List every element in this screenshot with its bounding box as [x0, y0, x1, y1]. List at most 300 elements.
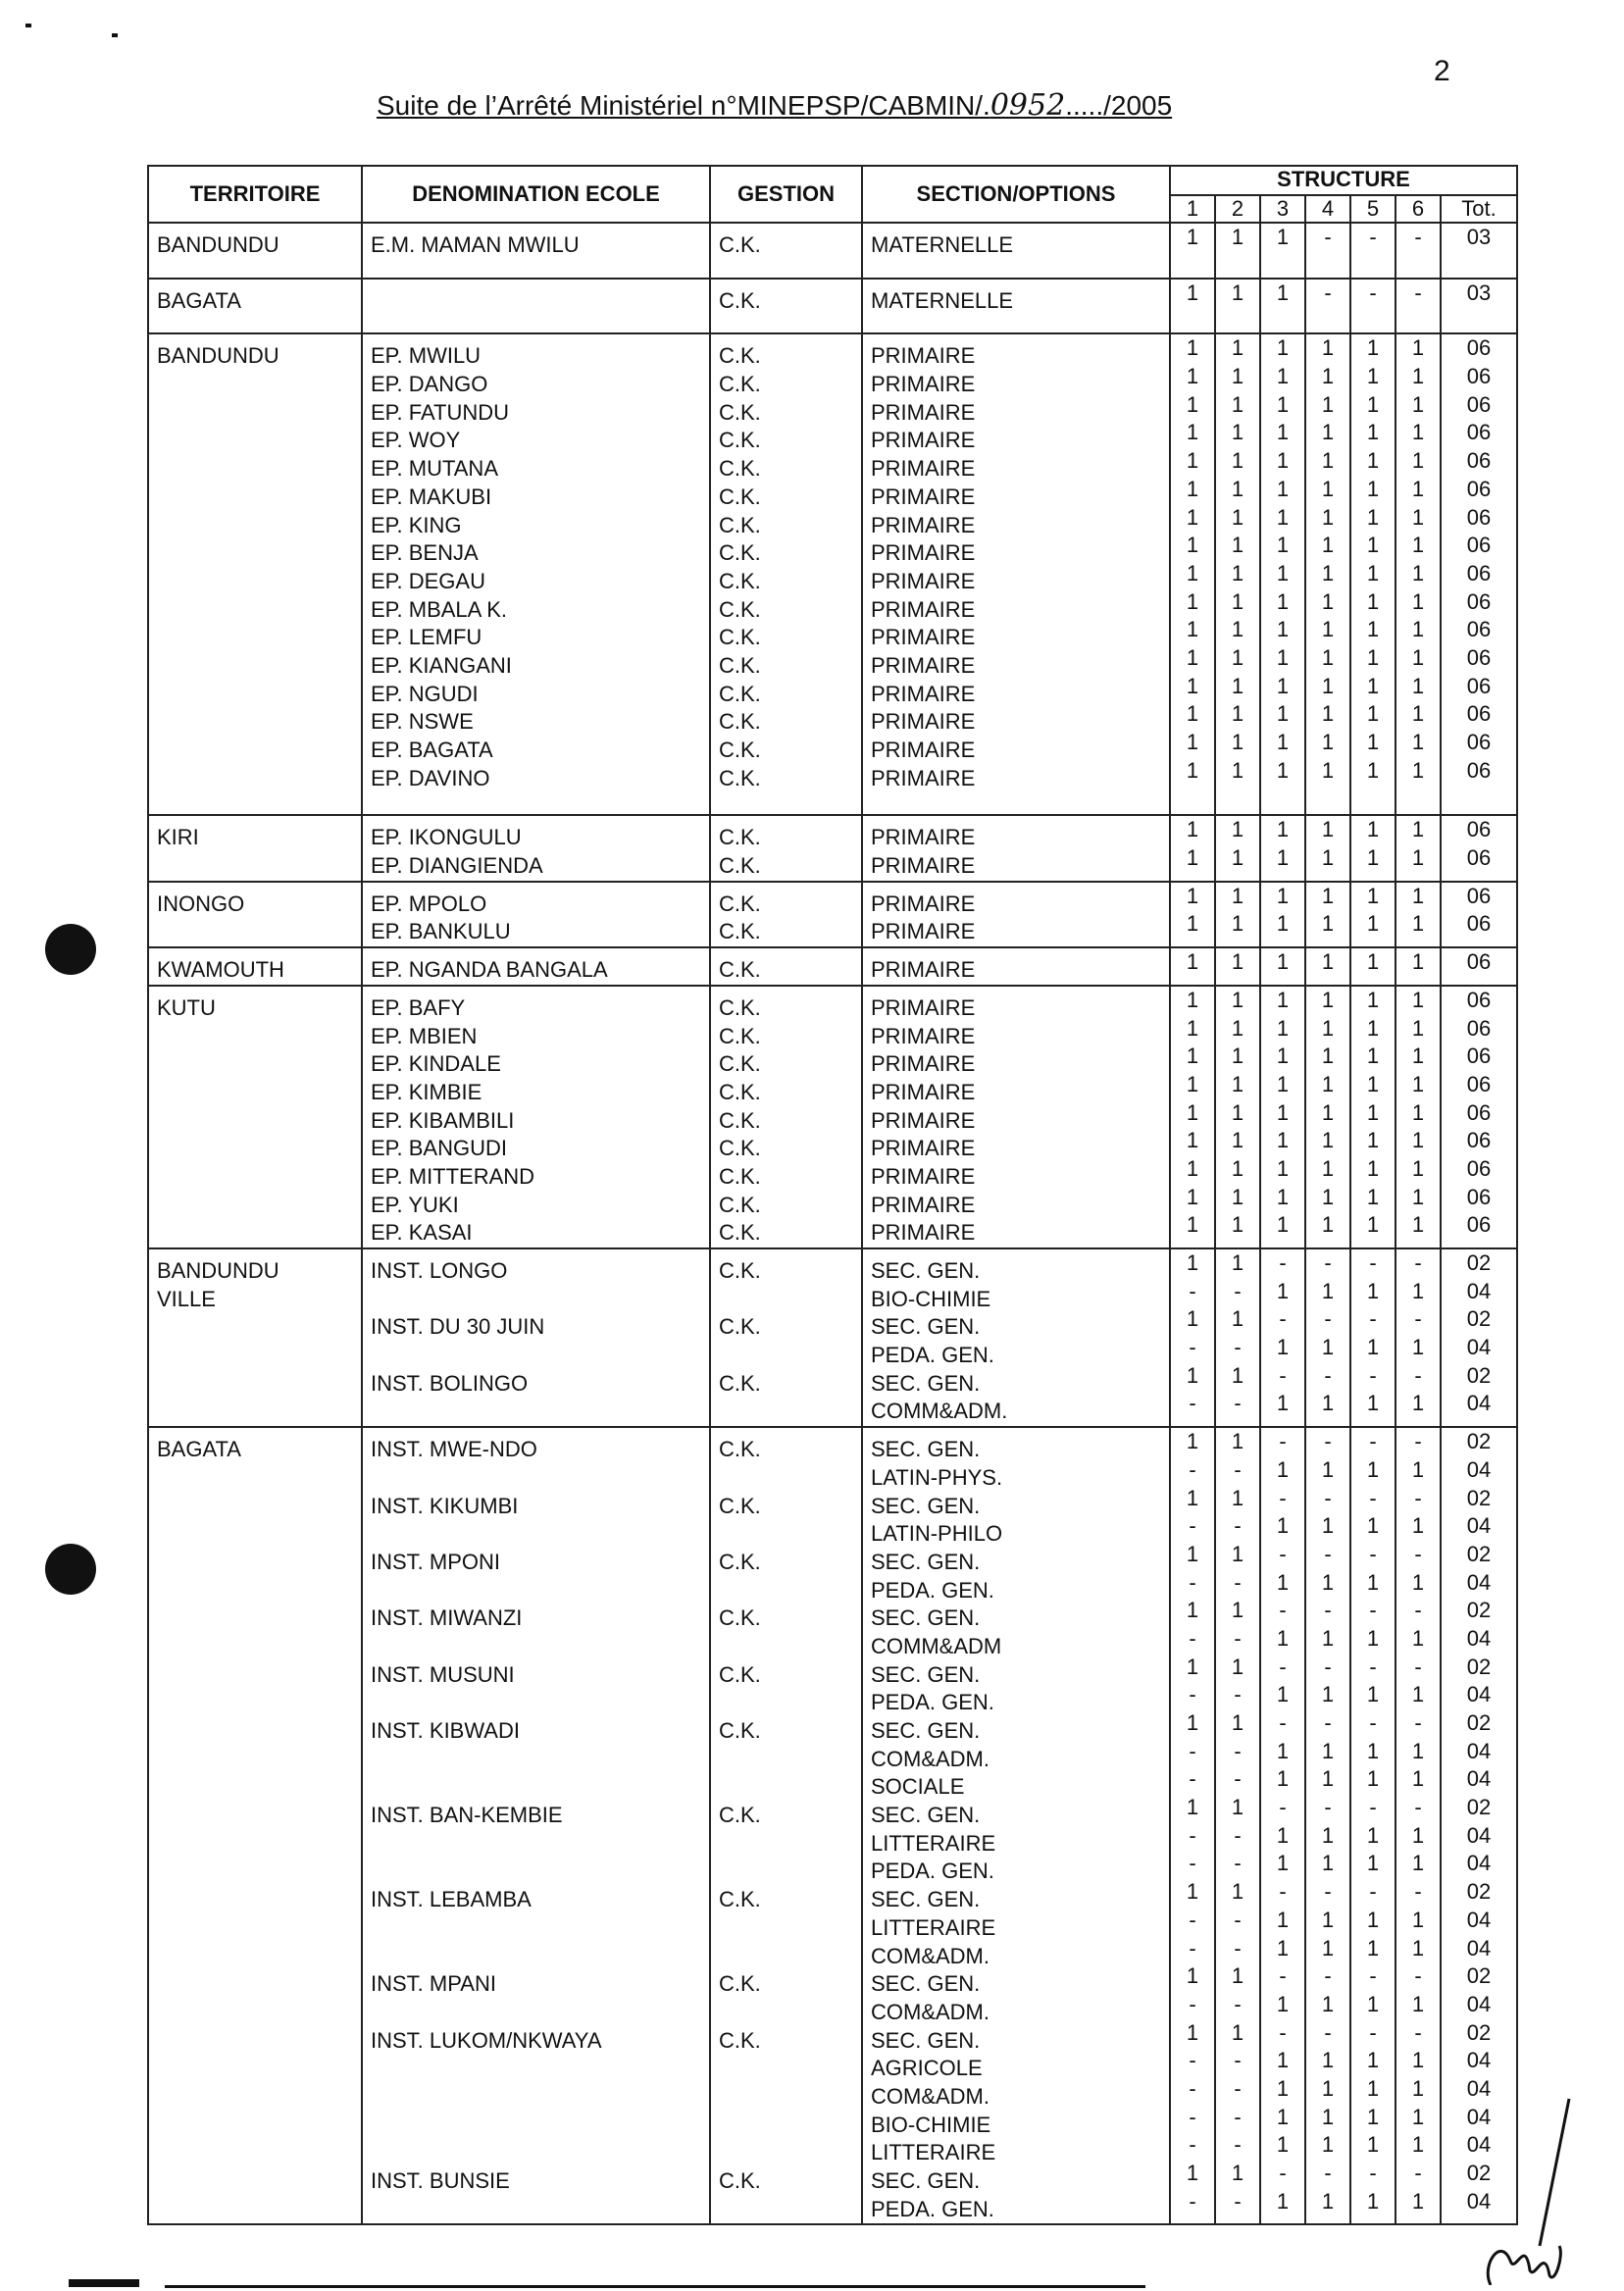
school-name: E.M. MAMAN MWILU	[371, 232, 580, 257]
structure-value: 1	[1276, 560, 1290, 585]
structure-value: -	[1414, 1710, 1422, 1735]
structure-value: 1	[1186, 1362, 1199, 1388]
structure-cell	[1170, 333, 1215, 815]
section-option: COM&ADM.	[871, 1746, 990, 1771]
structure-cell	[1260, 947, 1305, 986]
school-gestion: C.K.	[719, 1437, 761, 1462]
structure-value: 1	[1276, 2132, 1290, 2158]
structure-value: 1	[1276, 364, 1290, 389]
section-option: PRIMAIRE	[871, 1079, 976, 1104]
section-option: PRIMAIRE	[871, 596, 976, 622]
structure-value: 1	[1321, 1184, 1335, 1209]
structure-value: 1	[1276, 817, 1290, 842]
structure-value: 1	[1231, 2019, 1244, 2045]
structure-value: -	[1189, 1682, 1196, 1707]
table-row-group	[148, 815, 1517, 881]
structure-value: 1	[1186, 911, 1199, 937]
structure-value: 1	[1276, 1851, 1290, 1876]
school-name: EP. MBIEN	[371, 1023, 478, 1048]
structure-value: 1	[1276, 588, 1290, 614]
school-gestion: C.K.	[719, 1136, 761, 1161]
structure-value: -	[1234, 1738, 1242, 1763]
total-value: 06	[1466, 476, 1492, 501]
structure-cell	[1350, 815, 1396, 881]
structure-value: 1	[1231, 1306, 1244, 1332]
structure-value: -	[1189, 2132, 1196, 2158]
table-row-group	[148, 947, 1517, 986]
structure-value: 1	[1411, 1015, 1425, 1041]
structure-cell	[1170, 986, 1215, 1248]
structure-value: 1	[1366, 364, 1380, 389]
section-option: PEDA. GEN.	[871, 1343, 994, 1368]
structure-value: 1	[1411, 617, 1425, 642]
structure-value: -	[1234, 1822, 1242, 1848]
section-option: PEDA. GEN.	[871, 2196, 994, 2221]
total-value: 04	[1466, 1513, 1492, 1539]
structure-value: 1	[1186, 2161, 1199, 2185]
school-name: EP. KASAI	[371, 1220, 473, 1246]
structure-value: 1	[1411, 2048, 1425, 2073]
denomination-cell	[362, 986, 710, 1248]
structure-value: 1	[1321, 1155, 1335, 1181]
structure-value: 1	[1231, 1212, 1244, 1238]
structure-cell	[1305, 1248, 1350, 1427]
school-name	[371, 2196, 701, 2224]
structure-value: 1	[1186, 617, 1199, 642]
structure-cell	[1260, 882, 1305, 947]
structure-value: 1	[1276, 1456, 1290, 1482]
structure-value: 1	[1321, 1682, 1335, 1707]
header-gestion: GESTION	[710, 166, 862, 223]
structure-value: 1	[1276, 644, 1290, 670]
school-name: INST. KIBWADI	[371, 1718, 520, 1743]
table-row-group	[148, 279, 1517, 334]
section-option: PRIMAIRE	[871, 1136, 976, 1161]
structure-value: 1	[1231, 1795, 1244, 1820]
structure-cell	[1305, 882, 1350, 947]
structure-value: 1	[1366, 476, 1380, 501]
total-value: 04	[1466, 1991, 1492, 2016]
structure-value: -	[1369, 1879, 1377, 1905]
section-option: COM&ADM.	[871, 2083, 990, 2109]
denomination-cell	[362, 279, 710, 334]
school-gestion: C.K.	[719, 652, 761, 678]
structure-cell	[1170, 947, 1215, 986]
structure-value: -	[1324, 1429, 1332, 1454]
structure-cell	[1305, 333, 1350, 815]
structure-value: -	[1234, 1935, 1242, 1960]
structure-value: 1	[1366, 1128, 1380, 1153]
school-gestion	[719, 1858, 853, 1886]
school-gestion	[719, 1464, 853, 1493]
structure-value: 1	[1321, 1991, 1335, 2016]
total-value: 06	[1466, 911, 1492, 937]
structure-value: -	[1234, 2075, 1242, 2101]
structure-value: 1	[1231, 1963, 1244, 1989]
section-option: PRIMAIRE	[871, 919, 976, 944]
structure-value: 1	[1276, 730, 1290, 754]
total-value: 02	[1466, 1963, 1492, 1989]
structure-value: 1	[1231, 420, 1244, 445]
structure-value: 1	[1276, 1935, 1290, 1960]
structure-value: 1	[1276, 1766, 1290, 1792]
section-option: BIO-CHIMIE	[871, 1286, 991, 1311]
structure-value: 1	[1321, 883, 1335, 908]
structure-value: -	[1279, 1598, 1287, 1623]
structure-value: 1	[1276, 1513, 1290, 1539]
gestion-cell	[710, 882, 862, 947]
structure-value: 1	[1186, 225, 1199, 249]
structure-value: 1	[1231, 1128, 1244, 1153]
school-gestion: C.K.	[719, 1107, 761, 1133]
school-gestion: C.K.	[719, 1803, 761, 1828]
section-option: PRIMAIRE	[871, 652, 976, 678]
structure-value: -	[1234, 1391, 1242, 1416]
structure-col-header: 4	[1305, 195, 1350, 223]
section-option: PRIMAIRE	[871, 1220, 976, 1246]
structure-value: 1	[1366, 533, 1380, 558]
structure-cell	[1350, 279, 1396, 334]
signature	[1471, 2089, 1589, 2285]
school-gestion	[719, 1746, 853, 1774]
section-option: SEC. GEN.	[871, 1370, 981, 1396]
structure-value: 1	[1276, 1738, 1290, 1763]
structure-value: 1	[1366, 987, 1380, 1012]
structure-value: 1	[1276, 1822, 1290, 1848]
structure-col-header: 2	[1215, 195, 1260, 223]
structure-value: 1	[1366, 504, 1380, 530]
structure-cell	[1170, 279, 1215, 334]
structure-value: 1	[1276, 1099, 1290, 1125]
school-gestion	[719, 2196, 853, 2224]
structure-value: -	[1279, 1963, 1287, 1989]
section-cell	[862, 223, 1170, 279]
structure-value: -	[1189, 1569, 1196, 1595]
structure-value: 1	[1276, 391, 1290, 417]
section-cell	[862, 947, 1170, 986]
school-name: INST. DU 30 JUIN	[371, 1314, 545, 1340]
structure-value: 1	[1321, 1015, 1335, 1041]
structure-value: 1	[1321, 911, 1335, 937]
table-row-group	[148, 333, 1517, 815]
structure-value: 1	[1186, 845, 1199, 871]
structure-value: 1	[1411, 364, 1425, 389]
structure-value: -	[1414, 225, 1422, 249]
section-option: PRIMAIRE	[871, 343, 976, 369]
structure-value: 1	[1186, 420, 1199, 445]
structure-cell	[1396, 882, 1441, 947]
structure-value: 1	[1276, 673, 1290, 698]
school-name: EP. WOY	[371, 428, 461, 453]
structure-value: -	[1369, 280, 1377, 305]
structure-value: 1	[1366, 845, 1380, 871]
structure-value: 1	[1276, 1044, 1290, 1069]
school-name	[371, 2083, 701, 2112]
structure-value: 1	[1231, 225, 1244, 249]
section-option: SEC. GEN.	[871, 1971, 981, 1997]
section-option: LATIN-PHILO	[871, 1521, 1003, 1547]
section-option: PRIMAIRE	[871, 1163, 976, 1189]
structure-value: 1	[1321, 1822, 1335, 1848]
structure-value: -	[1324, 1710, 1332, 1735]
territoire-name: BANDUNDU	[157, 232, 279, 257]
total-value: 06	[1466, 949, 1492, 975]
structure-value: 1	[1366, 1015, 1380, 1041]
territoire-name: INONGO	[157, 891, 245, 916]
total-value: 06	[1466, 560, 1492, 585]
denomination-cell	[362, 947, 710, 986]
structure-value: 1	[1411, 1682, 1425, 1707]
structure-value: 1	[1411, 588, 1425, 614]
structure-value: -	[1234, 2188, 1242, 2214]
school-name	[371, 2055, 701, 2083]
structure-value: 1	[1411, 845, 1425, 871]
structure-value: 1	[1231, 1654, 1244, 1679]
structure-value: 1	[1366, 588, 1380, 614]
structure-value: 1	[1231, 949, 1244, 975]
school-name: INST. MPANI	[371, 1971, 496, 1997]
structure-value: 1	[1231, 673, 1244, 698]
structure-value: -	[1189, 1822, 1196, 1848]
section-option: PRIMAIRE	[871, 484, 976, 509]
structure-value: -	[1369, 2019, 1377, 2045]
structure-cell	[1260, 1248, 1305, 1427]
structure-value: 1	[1411, 1044, 1425, 1069]
structure-value: 1	[1321, 1456, 1335, 1482]
structure-value: 1	[1186, 448, 1199, 474]
structure-value: -	[1414, 1963, 1422, 1989]
structure-value: 1	[1186, 1306, 1199, 1332]
school-gestion: C.K.	[719, 1493, 761, 1518]
school-name: INST. MIWANZI	[371, 1605, 523, 1631]
structure-value: -	[1234, 2048, 1242, 2073]
structure-cell	[1260, 279, 1305, 334]
structure-value: 1	[1366, 1335, 1380, 1360]
structure-value: 1	[1186, 1071, 1199, 1096]
total-value: 02	[1466, 1541, 1492, 1566]
structure-value: 1	[1231, 1015, 1244, 1041]
scan-speck	[112, 33, 118, 37]
school-gestion: C.K.	[719, 1718, 761, 1743]
school-gestion	[719, 2112, 853, 2140]
structure-value: 1	[1411, 2104, 1425, 2129]
school-gestion: C.K.	[719, 484, 761, 509]
territoire-cell	[148, 333, 362, 815]
structure-value: 1	[1411, 1212, 1425, 1238]
table-row-group	[148, 223, 1517, 279]
structure-value: 1	[1366, 883, 1380, 908]
school-gestion: C.K.	[719, 1258, 761, 1283]
structure-value: 1	[1276, 1682, 1290, 1707]
section-cell	[862, 333, 1170, 815]
structure-cell	[1305, 947, 1350, 986]
school-name: EP. NGANDA BANGALA	[371, 957, 608, 983]
structure-cell	[1305, 223, 1350, 279]
territoire-cell	[148, 1427, 362, 2224]
section-option: PEDA. GEN.	[871, 1690, 994, 1715]
structure-value: 1	[1276, 1569, 1290, 1595]
school-name	[371, 2139, 701, 2167]
school-name: EP. MITTERAND	[371, 1163, 535, 1189]
structure-value: 1	[1186, 701, 1199, 727]
section-option: PRIMAIRE	[871, 512, 976, 537]
section-option: PEDA. GEN.	[871, 1858, 994, 1884]
structure-cell	[1396, 815, 1441, 881]
total-cell	[1441, 882, 1517, 947]
structure-value: 1	[1231, 644, 1244, 670]
structure-cell	[1350, 947, 1396, 986]
structure-value: -	[1324, 1654, 1332, 1679]
school-name: INST. MUSUNI	[371, 1661, 515, 1687]
structure-cell	[1350, 986, 1396, 1248]
school-gestion: C.K.	[719, 2027, 761, 2053]
total-value: 02	[1466, 1362, 1492, 1388]
structure-value: 1	[1411, 817, 1425, 842]
structure-value: 1	[1411, 1391, 1425, 1416]
structure-value: 1	[1321, 1071, 1335, 1096]
structure-value: 1	[1186, 588, 1199, 614]
structure-value: 1	[1366, 1099, 1380, 1125]
section-option: LITTERAIRE	[871, 1830, 996, 1856]
school-gestion	[719, 1914, 853, 1943]
gestion-cell	[710, 1248, 862, 1427]
structure-value: 1	[1276, 1071, 1290, 1096]
school-gestion	[719, 2083, 853, 2112]
structure-value: 1	[1186, 476, 1199, 501]
structure-col-header: 3	[1260, 195, 1305, 223]
structure-cell	[1396, 279, 1441, 334]
structure-value: 1	[1321, 1513, 1335, 1539]
structure-value: -	[1189, 1991, 1196, 2016]
structure-value: 1	[1231, 1879, 1244, 1905]
structure-value: 1	[1276, 2075, 1290, 2101]
structure-value: 1	[1186, 1795, 1199, 1820]
structure-value: 1	[1186, 1015, 1199, 1041]
structure-value: 1	[1231, 1071, 1244, 1096]
section-option: PRIMAIRE	[871, 399, 976, 425]
school-gestion	[719, 1286, 853, 1314]
structure-cell	[1260, 815, 1305, 881]
structure-value: 1	[1231, 2161, 1244, 2185]
school-name: EP. BAGATA	[371, 738, 493, 762]
structure-cell	[1350, 882, 1396, 947]
structure-value: 1	[1186, 1212, 1199, 1238]
structure-value: -	[1279, 2019, 1287, 2045]
denomination-cell	[362, 333, 710, 815]
structure-value: 1	[1366, 1766, 1380, 1792]
structure-value: -	[1189, 2048, 1196, 2073]
structure-value: 1	[1411, 883, 1425, 908]
structure-value: 1	[1231, 1099, 1244, 1125]
structure-cell	[1396, 947, 1441, 986]
footer-rule-left	[69, 2279, 139, 2287]
structure-value: -	[1324, 1879, 1332, 1905]
total-value: 06	[1466, 757, 1492, 783]
structure-value: 1	[1321, 1907, 1335, 1932]
structure-value: -	[1414, 1306, 1422, 1332]
school-gestion: C.K.	[719, 853, 761, 879]
structure-value: 1	[1321, 1738, 1335, 1763]
structure-value: 1	[1186, 533, 1199, 558]
structure-value: 1	[1366, 1682, 1380, 1707]
structure-value: 1	[1276, 911, 1290, 937]
section-cell	[862, 1427, 1170, 2224]
structure-value: 1	[1321, 588, 1335, 614]
total-value: 04	[1466, 1935, 1492, 1960]
structure-value: 1	[1366, 1391, 1380, 1416]
structure-value: 1	[1276, 1184, 1290, 1209]
structure-table	[147, 165, 1518, 2225]
school-name: EP. NSWE	[371, 709, 474, 735]
school-name	[371, 1577, 701, 1605]
structure-value: 1	[1366, 2075, 1380, 2101]
structure-value: 1	[1276, 504, 1290, 530]
school-name	[371, 1286, 701, 1314]
territoire-name: KUTU	[157, 994, 216, 1020]
structure-value: 1	[1411, 644, 1425, 670]
total-value: 04	[1466, 1456, 1492, 1482]
table-row-group	[148, 1248, 1517, 1427]
section-option: PRIMAIRE	[871, 709, 976, 735]
school-name: EP. IKONGULU	[371, 825, 522, 850]
total-value: 06	[1466, 1044, 1492, 1069]
school-name	[371, 1999, 701, 2027]
structure-value: 1	[1186, 1128, 1199, 1153]
section-option: COMM&ADM	[871, 1633, 1002, 1658]
denomination-cell	[362, 1427, 710, 2224]
school-gestion	[719, 2055, 853, 2083]
structure-value: 1	[1186, 1963, 1199, 1989]
section-option: PRIMAIRE	[871, 891, 976, 916]
section-option: SEC. GEN.	[871, 1605, 981, 1631]
total-value: 02	[1466, 1429, 1492, 1454]
gestion-cell	[710, 1427, 862, 2224]
structure-value: 1	[1411, 1738, 1425, 1763]
structure-value: 1	[1321, 1128, 1335, 1153]
total-value: 06	[1466, 1099, 1492, 1125]
structure-value: 1	[1411, 560, 1425, 585]
table-row-group	[148, 882, 1517, 947]
section-option: MATERNELLE	[871, 232, 1014, 257]
total-value: 06	[1466, 617, 1492, 642]
school-gestion: C.K.	[719, 709, 761, 735]
school-gestion	[719, 1830, 853, 1858]
total-value: 06	[1466, 673, 1492, 698]
structure-value: 1	[1411, 987, 1425, 1012]
school-name: INST. LONGO	[371, 1258, 508, 1283]
structure-value: -	[1189, 1766, 1196, 1792]
structure-value: 1	[1321, 2188, 1335, 2214]
section-option: SEC. GEN.	[871, 1493, 981, 1518]
structure-value: -	[1234, 1682, 1242, 1707]
structure-value: 1	[1411, 2188, 1425, 2214]
school-gestion: C.K.	[719, 1314, 761, 1340]
structure-cell	[1215, 882, 1260, 947]
structure-value: -	[1234, 1278, 1242, 1303]
school-gestion	[719, 1689, 853, 1717]
structure-value: -	[1189, 2188, 1196, 2214]
school-name: EP. BANKULU	[371, 919, 511, 944]
structure-value: 1	[1231, 335, 1244, 361]
total-value: 06	[1466, 701, 1492, 727]
total-value: 06	[1466, 391, 1492, 417]
structure-value: 1	[1231, 845, 1244, 871]
structure-value: 1	[1276, 1391, 1290, 1416]
total-cell	[1441, 986, 1517, 1248]
total-cell	[1441, 947, 1517, 986]
structure-value: 1	[1321, 560, 1335, 585]
denomination-cell	[362, 1248, 710, 1427]
